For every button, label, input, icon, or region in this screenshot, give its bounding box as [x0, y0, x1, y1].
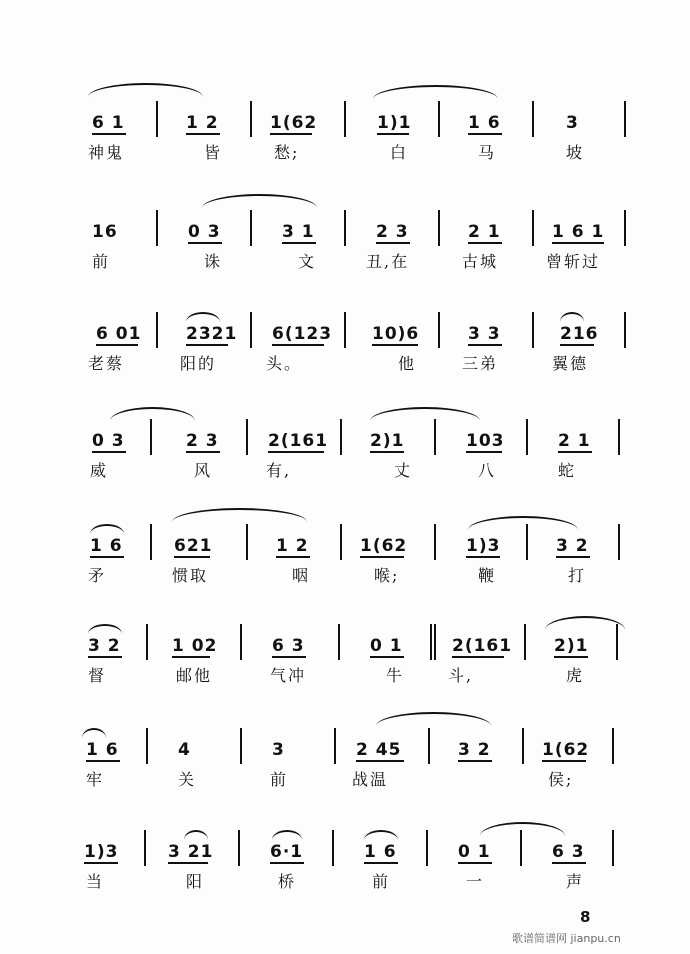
lyric: 老蔡	[88, 354, 125, 373]
note-group: 2(161	[452, 636, 513, 656]
slur	[184, 830, 208, 840]
lyric: 头。	[266, 354, 303, 373]
barline	[250, 312, 252, 348]
note-group: 6·1	[270, 842, 304, 862]
barline	[520, 830, 522, 866]
barline	[146, 728, 148, 764]
underline	[556, 556, 590, 558]
underline	[542, 760, 586, 762]
barline	[156, 312, 158, 348]
note-group: 2)1	[554, 636, 589, 656]
barline	[612, 830, 614, 866]
note-group: 1 6	[90, 536, 123, 556]
lyric: 桥	[278, 872, 297, 891]
lyric: 前	[92, 252, 111, 271]
note-group: 1 2	[276, 536, 309, 556]
note-group: 16	[92, 222, 118, 242]
barline	[428, 728, 430, 764]
lyric: 邮他	[176, 666, 213, 685]
note-group: 2 1	[558, 431, 591, 451]
note-group: 1(62	[542, 740, 590, 760]
lyric: 威	[90, 461, 109, 480]
barline	[340, 419, 342, 455]
underline	[360, 556, 404, 558]
barline	[156, 101, 158, 137]
barline	[238, 830, 240, 866]
lyric: 八	[478, 461, 497, 480]
lyric: 矛	[88, 566, 107, 585]
barline	[526, 419, 528, 455]
underline	[282, 242, 316, 244]
note-group: 2 3	[376, 222, 409, 242]
underline	[377, 133, 409, 135]
underline	[186, 451, 220, 453]
lyric: 风	[194, 461, 213, 480]
barline	[526, 524, 528, 560]
lyric: 惯取	[172, 566, 209, 585]
underline	[370, 451, 404, 453]
lyric: 他	[398, 354, 417, 373]
note-group: 6 01	[96, 324, 142, 344]
slur	[272, 830, 302, 840]
underline	[86, 760, 120, 762]
underline	[466, 451, 502, 453]
lyric: 古城	[462, 252, 499, 271]
note-group: 0 3	[188, 222, 221, 242]
lyric: 有,	[266, 461, 292, 480]
underline	[468, 133, 502, 135]
barline	[146, 624, 148, 660]
slur	[560, 312, 584, 322]
note-group: 3 2	[556, 536, 589, 556]
underline	[364, 862, 398, 864]
note-group: 0 3	[92, 431, 125, 451]
watermark: 歌谱简谱网 jianpu.cn	[512, 932, 621, 945]
slur	[373, 85, 498, 99]
barline	[344, 312, 346, 348]
lyric: 阳的	[180, 354, 217, 373]
lyric: 神鬼	[88, 143, 125, 162]
note-group: 216	[560, 324, 599, 344]
note-group: 2 45	[356, 740, 402, 760]
barline	[150, 524, 152, 560]
note-group: 1)3	[84, 842, 119, 862]
underline	[268, 451, 324, 453]
underline	[90, 556, 124, 558]
lyric: 愁;	[274, 143, 300, 162]
barline	[618, 524, 620, 560]
note-group: 10)6	[372, 324, 420, 344]
note-group: 103	[466, 431, 505, 451]
barline	[532, 312, 534, 348]
barline	[426, 830, 428, 866]
score-row-7	[0, 740, 690, 830]
underline	[272, 656, 306, 658]
barline	[532, 210, 534, 246]
lyric: 皆	[204, 143, 223, 162]
lyric: 鞭	[478, 566, 497, 585]
note-group: 0 1	[458, 842, 491, 862]
underline	[552, 862, 586, 864]
underline	[88, 656, 122, 658]
barline	[332, 830, 334, 866]
lyric: 斗,	[448, 666, 474, 685]
note-group: 3	[272, 740, 285, 760]
note-group: 1)3	[466, 536, 501, 556]
underline	[372, 344, 418, 346]
score-row-4	[0, 431, 690, 521]
barline	[624, 101, 626, 137]
note-group: 1(62	[270, 113, 318, 133]
underline	[96, 344, 138, 346]
barline	[144, 830, 146, 866]
barline	[616, 624, 618, 660]
underline	[172, 656, 210, 658]
underline	[270, 862, 304, 864]
lyric: 文	[298, 252, 317, 271]
lyric: 诛	[204, 252, 223, 271]
barline	[624, 210, 626, 246]
note-group: 621	[174, 536, 213, 556]
score-row-3	[0, 324, 690, 414]
lyric: 气冲	[270, 666, 307, 685]
lyric: 三弟	[462, 354, 499, 373]
lyric: 声	[566, 872, 585, 891]
underline	[376, 242, 410, 244]
lyric: 当	[86, 872, 105, 891]
barline	[434, 524, 436, 560]
note-group: 6 3	[272, 636, 305, 656]
barline	[612, 728, 614, 764]
underline	[84, 862, 118, 864]
underline	[458, 862, 492, 864]
note-group: 3 1	[282, 222, 315, 242]
barline	[524, 624, 526, 660]
barline	[338, 624, 340, 660]
barline	[532, 101, 534, 137]
note-group: 6 1	[92, 113, 125, 133]
note-group: 2 3	[186, 431, 219, 451]
barline	[240, 728, 242, 764]
underline	[558, 451, 592, 453]
lyric: 虎	[566, 666, 585, 685]
underline	[186, 133, 220, 135]
lyric: 牛	[386, 666, 405, 685]
underline	[458, 760, 492, 762]
note-group: 1 6	[364, 842, 397, 862]
note-group: 2(161	[268, 431, 329, 451]
barline	[246, 524, 248, 560]
lyric: 曾斩过	[546, 252, 601, 271]
note-group: 1 6	[86, 740, 119, 760]
barline	[624, 312, 626, 348]
underline	[168, 862, 208, 864]
underline	[174, 556, 210, 558]
slur	[82, 728, 106, 738]
barline	[156, 210, 158, 246]
underline	[468, 242, 502, 244]
underline	[272, 344, 324, 346]
lyric: 翼德	[552, 354, 589, 373]
lyric: 阳	[186, 872, 205, 891]
note-group: 2)1	[370, 431, 405, 451]
note-group: 1(62	[360, 536, 408, 556]
note-group: 1)1	[377, 113, 412, 133]
barline	[150, 419, 152, 455]
note-group: 2321	[186, 324, 238, 344]
barline	[344, 101, 346, 137]
lyric: 白	[390, 143, 409, 162]
page-number: 8	[580, 908, 591, 926]
barline	[438, 210, 440, 246]
lyric: 牢	[86, 770, 105, 789]
barline	[240, 624, 242, 660]
underline	[356, 760, 404, 762]
underline	[92, 451, 126, 453]
underline	[552, 242, 604, 244]
barline	[618, 419, 620, 455]
barline	[438, 101, 440, 137]
note-group: 3 21	[168, 842, 214, 862]
score-row-6	[0, 636, 690, 726]
underline	[554, 656, 588, 658]
underline	[270, 133, 312, 135]
lyric: 侯;	[548, 770, 574, 789]
note-group: 1 02	[172, 636, 218, 656]
lyric: 蛇	[558, 461, 577, 480]
underline	[370, 656, 404, 658]
underline	[468, 344, 502, 346]
note-group: 6 3	[552, 842, 585, 862]
slur	[364, 830, 398, 840]
lyric: 丈	[394, 461, 413, 480]
underline	[92, 133, 126, 135]
lyric: 丑,在	[366, 252, 410, 271]
note-group: 0 1	[370, 636, 403, 656]
repeat-barline	[430, 624, 436, 660]
note-group: 1 6	[468, 113, 501, 133]
lyric: 一	[466, 872, 485, 891]
barline	[522, 728, 524, 764]
lyric: 督	[88, 666, 107, 685]
note-group: 4	[178, 740, 191, 760]
barline	[434, 419, 436, 455]
lyric: 前	[372, 872, 391, 891]
barline	[250, 210, 252, 246]
score-row-2	[0, 222, 690, 312]
barline	[438, 312, 440, 348]
barline	[246, 419, 248, 455]
barline	[340, 524, 342, 560]
note-group: 2 1	[468, 222, 501, 242]
barline	[250, 101, 252, 137]
lyric: 前	[270, 770, 289, 789]
lyric: 坡	[566, 143, 585, 162]
note-group: 3 2	[458, 740, 491, 760]
underline	[560, 344, 594, 346]
lyric: 喉;	[374, 566, 400, 585]
barline	[334, 728, 336, 764]
barline	[344, 210, 346, 246]
underline	[452, 656, 504, 658]
slur	[90, 524, 124, 534]
underline	[276, 556, 310, 558]
score-row-5	[0, 536, 690, 626]
slur	[186, 312, 220, 322]
note-group: 3	[566, 113, 579, 133]
score-row-1	[0, 113, 690, 203]
note-group: 1 2	[186, 113, 219, 133]
lyric: 战温	[352, 770, 389, 789]
underline	[186, 344, 228, 346]
note-group: 1 6 1	[552, 222, 605, 242]
note-group: 6(123	[272, 324, 333, 344]
lyric: 打	[568, 566, 587, 585]
slur	[88, 83, 203, 97]
note-group: 3 3	[468, 324, 501, 344]
lyric: 马	[478, 143, 497, 162]
underline	[188, 242, 222, 244]
underline	[466, 556, 500, 558]
lyric: 关	[178, 770, 197, 789]
lyric: 咽	[292, 566, 311, 585]
note-group: 3 2	[88, 636, 121, 656]
